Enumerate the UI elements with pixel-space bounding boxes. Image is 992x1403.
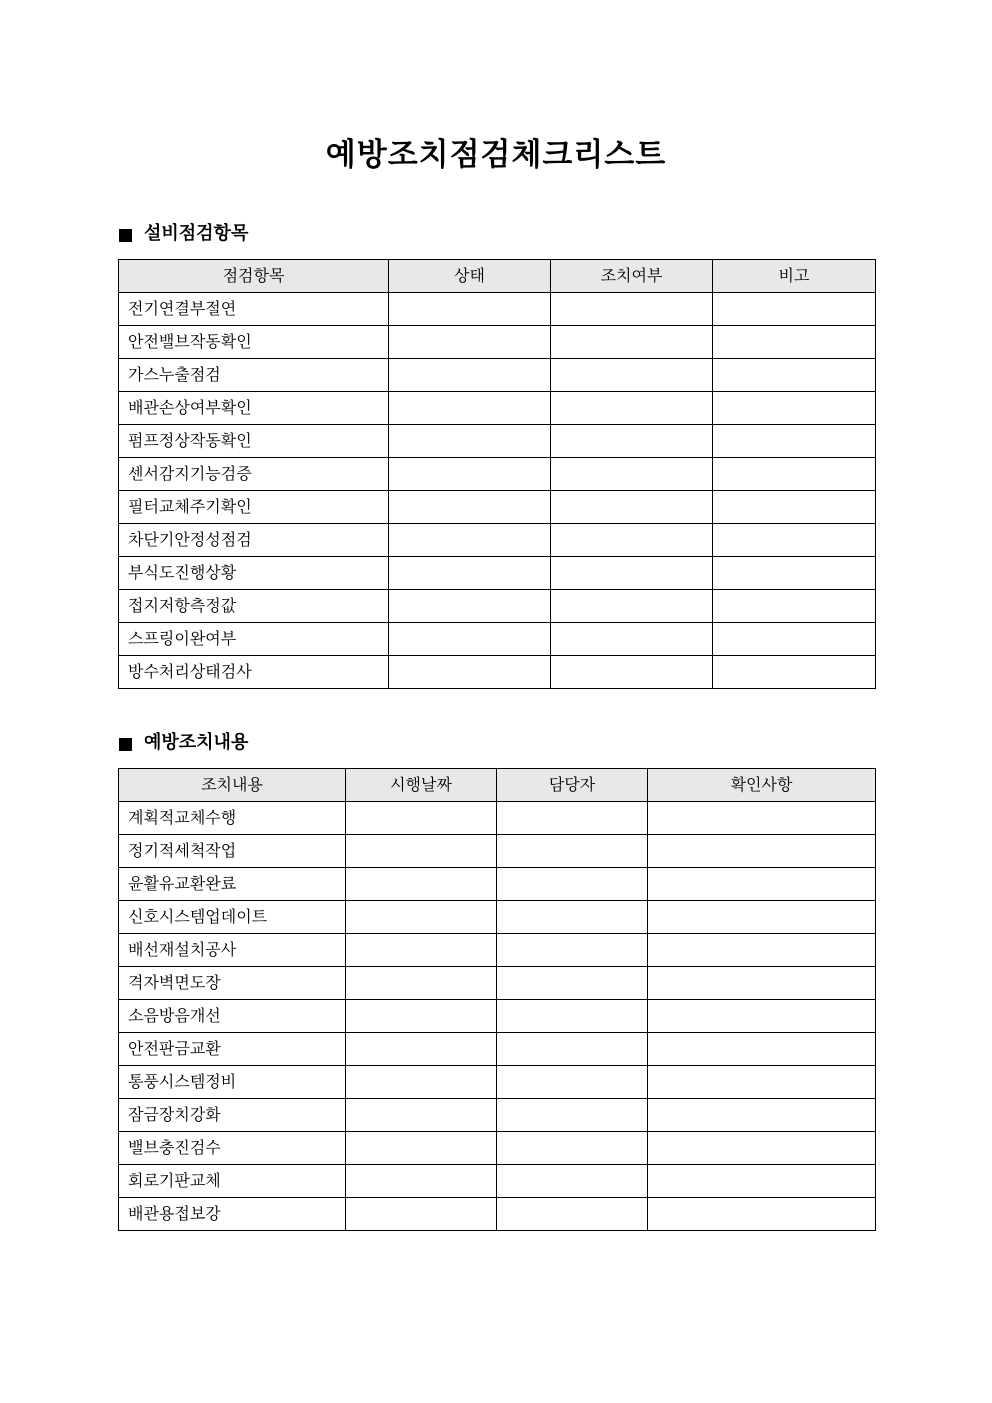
row-label: 소음방음개선 xyxy=(119,1000,346,1033)
table-header-row xyxy=(119,769,876,802)
row-label: 배선재설치공사 xyxy=(119,934,346,967)
table-row xyxy=(119,359,876,392)
table-row xyxy=(119,458,876,491)
entry-cell[interactable] xyxy=(346,1132,497,1165)
row-label: 배관손상여부확인 xyxy=(119,392,389,425)
entry-cell[interactable] xyxy=(551,293,713,326)
row-label: 스프링이완여부 xyxy=(119,623,389,656)
entry-cell[interactable] xyxy=(648,1132,876,1165)
entry-cell[interactable] xyxy=(551,359,713,392)
entry-cell[interactable] xyxy=(551,623,713,656)
column-header-action-content: 조치내용 xyxy=(119,769,346,802)
row-label: 윤활유교환완료 xyxy=(119,868,346,901)
entry-cell[interactable] xyxy=(551,458,713,491)
section-heading-label: 예방조치내용 xyxy=(144,732,249,753)
entry-cell[interactable] xyxy=(648,967,876,1000)
row-label: 방수처리상태검사 xyxy=(119,656,389,689)
entry-cell[interactable] xyxy=(389,425,551,458)
table-row xyxy=(119,623,876,656)
entry-cell[interactable] xyxy=(551,392,713,425)
entry-cell[interactable] xyxy=(713,293,876,326)
entry-cell[interactable] xyxy=(648,835,876,868)
entry-cell[interactable] xyxy=(389,623,551,656)
entry-cell[interactable] xyxy=(648,1033,876,1066)
entry-cell[interactable] xyxy=(497,1099,648,1132)
entry-cell[interactable] xyxy=(346,835,497,868)
entry-cell[interactable] xyxy=(713,524,876,557)
entry-cell[interactable] xyxy=(713,392,876,425)
entry-cell[interactable] xyxy=(551,590,713,623)
table-header-row xyxy=(119,260,876,293)
table-row xyxy=(119,293,876,326)
square-bullet-icon xyxy=(119,229,132,242)
entry-cell[interactable] xyxy=(497,1000,648,1033)
row-label: 차단기안정성점검 xyxy=(119,524,389,557)
entry-cell[interactable] xyxy=(713,458,876,491)
entry-cell[interactable] xyxy=(713,425,876,458)
row-label: 센서감지기능검증 xyxy=(119,458,389,491)
entry-cell[interactable] xyxy=(346,1066,497,1099)
entry-cell[interactable] xyxy=(648,1099,876,1132)
entry-cell[interactable] xyxy=(346,1000,497,1033)
entry-cell[interactable] xyxy=(497,1198,648,1231)
row-label: 필터교체주기확인 xyxy=(119,491,389,524)
row-label: 배관용접보강 xyxy=(119,1198,346,1231)
table-row xyxy=(119,392,876,425)
entry-cell[interactable] xyxy=(713,623,876,656)
entry-cell[interactable] xyxy=(648,901,876,934)
row-label: 안전판금교환 xyxy=(119,1033,346,1066)
entry-cell[interactable] xyxy=(713,656,876,689)
table-row xyxy=(119,934,876,967)
section-heading-preventive-actions xyxy=(119,730,248,756)
row-label: 정기적세척작업 xyxy=(119,835,346,868)
column-header-status: 상태 xyxy=(389,260,551,293)
table-row xyxy=(119,656,876,689)
entry-cell[interactable] xyxy=(497,1132,648,1165)
row-label: 격자벽면도장 xyxy=(119,967,346,1000)
section-heading-label: 설비점검항목 xyxy=(144,223,249,244)
entry-cell[interactable] xyxy=(648,1165,876,1198)
entry-cell[interactable] xyxy=(648,802,876,835)
row-label: 잠금장치강화 xyxy=(119,1099,346,1132)
entry-cell[interactable] xyxy=(389,590,551,623)
entry-cell[interactable] xyxy=(713,326,876,359)
entry-cell[interactable] xyxy=(648,1000,876,1033)
row-label: 회로기판교체 xyxy=(119,1165,346,1198)
table-row xyxy=(119,1066,876,1099)
table-row xyxy=(119,1033,876,1066)
table-row xyxy=(119,557,876,590)
entry-cell[interactable] xyxy=(551,524,713,557)
entry-cell[interactable] xyxy=(346,1033,497,1066)
table-row xyxy=(119,901,876,934)
entry-cell[interactable] xyxy=(346,1099,497,1132)
entry-cell[interactable] xyxy=(713,491,876,524)
entry-cell[interactable] xyxy=(648,868,876,901)
column-header-verification: 확인사항 xyxy=(648,769,876,802)
entry-cell[interactable] xyxy=(551,491,713,524)
table-row xyxy=(119,590,876,623)
entry-cell[interactable] xyxy=(713,557,876,590)
entry-cell[interactable] xyxy=(713,590,876,623)
table-row xyxy=(119,802,876,835)
row-label: 접지저항측정값 xyxy=(119,590,389,623)
entry-cell[interactable] xyxy=(648,1066,876,1099)
entry-cell[interactable] xyxy=(389,326,551,359)
column-header-inspection-item: 점검항목 xyxy=(119,260,389,293)
entry-cell[interactable] xyxy=(389,524,551,557)
entry-cell[interactable] xyxy=(497,802,648,835)
row-label: 안전밸브작동확인 xyxy=(119,326,389,359)
entry-cell[interactable] xyxy=(497,868,648,901)
table-row xyxy=(119,326,876,359)
entry-cell[interactable] xyxy=(551,557,713,590)
row-label: 전기연결부절연 xyxy=(119,293,389,326)
column-header-action-taken: 조치여부 xyxy=(551,260,713,293)
table-row xyxy=(119,868,876,901)
entry-cell[interactable] xyxy=(497,1165,648,1198)
row-label: 부식도진행상황 xyxy=(119,557,389,590)
entry-cell[interactable] xyxy=(551,326,713,359)
entry-cell[interactable] xyxy=(497,1066,648,1099)
column-header-remarks: 비고 xyxy=(713,260,876,293)
entry-cell[interactable] xyxy=(346,1198,497,1231)
entry-cell[interactable] xyxy=(389,293,551,326)
table-row xyxy=(119,1165,876,1198)
equipment-inspection-table xyxy=(118,259,876,689)
entry-cell[interactable] xyxy=(389,491,551,524)
entry-cell[interactable] xyxy=(346,934,497,967)
entry-cell[interactable] xyxy=(389,359,551,392)
table-row xyxy=(119,524,876,557)
row-label: 가스누출점검 xyxy=(119,359,389,392)
entry-cell[interactable] xyxy=(497,967,648,1000)
entry-cell[interactable] xyxy=(713,359,876,392)
table-row xyxy=(119,425,876,458)
entry-cell[interactable] xyxy=(551,656,713,689)
entry-cell[interactable] xyxy=(497,901,648,934)
entry-cell[interactable] xyxy=(648,934,876,967)
square-bullet-icon xyxy=(119,738,132,751)
table-row xyxy=(119,491,876,524)
row-label: 펌프정상작동확인 xyxy=(119,425,389,458)
row-label: 신호시스템업데이트 xyxy=(119,901,346,934)
entry-cell[interactable] xyxy=(346,1165,497,1198)
document-title: 예방조치점검체크리스트 xyxy=(325,137,667,173)
entry-cell[interactable] xyxy=(346,901,497,934)
row-label: 밸브충진검수 xyxy=(119,1132,346,1165)
entry-cell[interactable] xyxy=(389,392,551,425)
entry-cell[interactable] xyxy=(648,1198,876,1231)
column-header-execution-date: 시행날짜 xyxy=(346,769,497,802)
entry-cell[interactable] xyxy=(497,1033,648,1066)
table-row xyxy=(119,967,876,1000)
column-header-person-in-charge: 담당자 xyxy=(497,769,648,802)
row-label: 통풍시스템정비 xyxy=(119,1066,346,1099)
entry-cell[interactable] xyxy=(346,967,497,1000)
entry-cell[interactable] xyxy=(497,934,648,967)
entry-cell[interactable] xyxy=(551,425,713,458)
table-row xyxy=(119,1099,876,1132)
table-row xyxy=(119,1132,876,1165)
table-row xyxy=(119,1198,876,1231)
entry-cell[interactable] xyxy=(346,868,497,901)
section-heading-equipment xyxy=(119,221,248,247)
preventive-action-table xyxy=(118,768,876,1231)
entry-cell[interactable] xyxy=(497,835,648,868)
table-row xyxy=(119,1000,876,1033)
entry-cell[interactable] xyxy=(389,656,551,689)
entry-cell[interactable] xyxy=(389,557,551,590)
table-row xyxy=(119,835,876,868)
entry-cell[interactable] xyxy=(346,802,497,835)
entry-cell[interactable] xyxy=(389,458,551,491)
row-label: 계획적교체수행 xyxy=(119,802,346,835)
